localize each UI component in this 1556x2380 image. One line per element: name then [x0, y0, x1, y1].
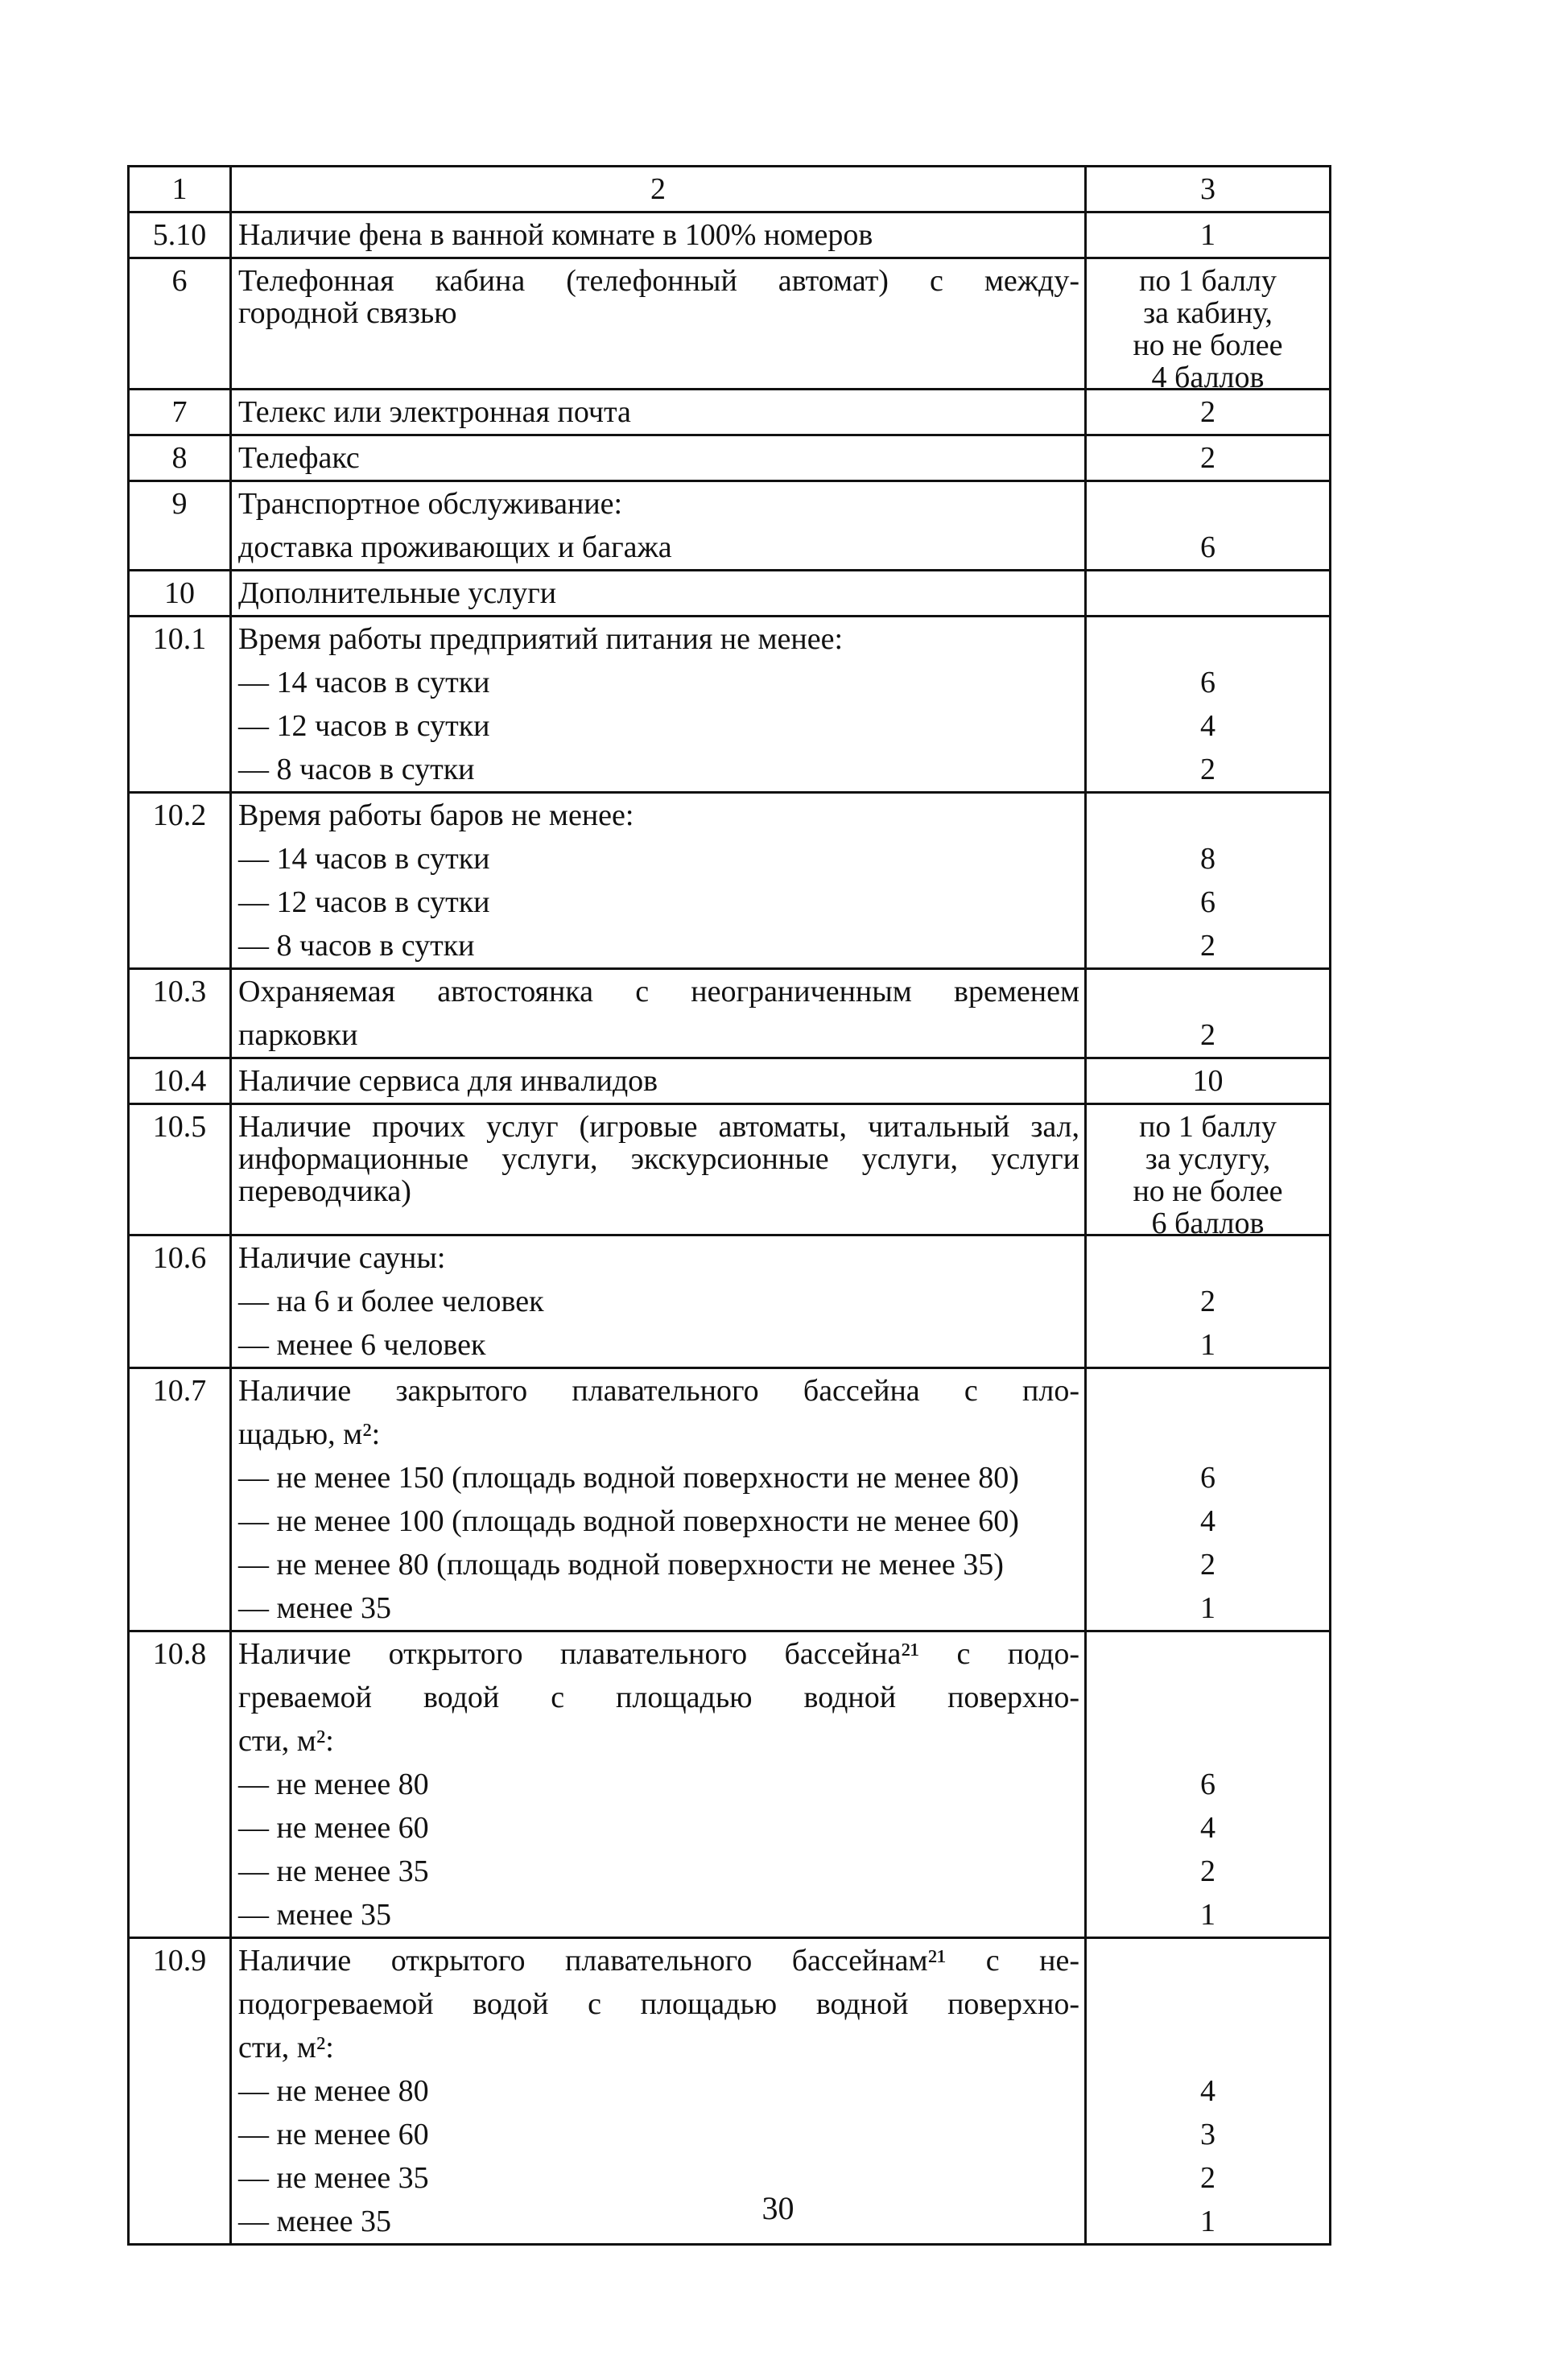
row-number: 7 [129, 390, 231, 435]
table-row [129, 481, 1331, 571]
row-description [231, 1058, 1086, 1104]
table-row [129, 571, 1331, 617]
points-line: 2 [1200, 1285, 1215, 1318]
points-line: 2 [1200, 1548, 1215, 1582]
row-points [1086, 258, 1331, 394]
description-line: — 14 часов в сутки [238, 666, 490, 699]
row-number: 10.8 [129, 1631, 231, 1938]
points-line [1087, 482, 1329, 526]
row-description [231, 617, 1086, 793]
points-line [1087, 794, 1329, 837]
points-line: 2 [1200, 1018, 1215, 1052]
points-line [1087, 1676, 1329, 1719]
points-line: 2 [1200, 395, 1215, 429]
description-line: сти, м²: [238, 2031, 334, 2064]
points-line [1087, 1369, 1329, 1413]
row-number: 10.5 [129, 1104, 231, 1235]
description-line: — не менее 150 (площадь водной поверхности не менее 80) [238, 1461, 1019, 1495]
points-line: 4 [1200, 1811, 1215, 1845]
points-line: 1 [1200, 1898, 1215, 1932]
points-line: 4 [1200, 1504, 1215, 1538]
row-description [231, 258, 1086, 390]
table-row [129, 435, 1331, 481]
points-line [1087, 1982, 1329, 2026]
table-row [129, 617, 1331, 793]
description-line: Дополнительные услуги [238, 576, 557, 610]
points-line: 6 [1200, 666, 1215, 699]
description-line: Наличие закрытого плавательного бассейна с пло- [238, 1374, 1079, 1408]
points-line: 4 [1200, 709, 1215, 743]
description-line: — 12 часов в сутки [238, 709, 490, 743]
points-line [1087, 571, 1329, 615]
description-line: — менее 35 [238, 2205, 391, 2238]
description-line: — не менее 80 (площадь водной поверхности не менее 35) [238, 1548, 1004, 1582]
description-line: греваемой водой с площадью водной поверхно- [238, 1681, 1079, 1714]
row-number: 10.2 [129, 793, 231, 969]
row-description [231, 212, 1086, 258]
row-number: 6 [129, 258, 231, 390]
points-line: 6 [1200, 885, 1215, 919]
description-line: Наличие открытого плавательного бассейна²¹ с подо- [238, 1637, 1079, 1671]
points-line: 10 [1192, 1064, 1224, 1098]
points-line: за услугу, [1145, 1142, 1271, 1176]
description-line: — 14 часов в сутки [238, 842, 490, 876]
description-line: Телефакс [238, 441, 360, 475]
row-description [231, 1235, 1086, 1368]
row-number: 8 [129, 435, 231, 481]
points-line: 6 [1200, 1767, 1215, 1801]
description-line: Наличие прочих услуг (игровые автоматы, читальный зал, [238, 1110, 1079, 1144]
row-number: 10.6 [129, 1235, 231, 1368]
row-number: 10 [129, 571, 231, 617]
description-line: — менее 35 [238, 1898, 391, 1932]
table-row [129, 1104, 1331, 1235]
points-line: 6 [1200, 530, 1215, 564]
points-line: 2 [1200, 441, 1215, 475]
table-row [129, 793, 1331, 969]
description-line: — не менее 60 [238, 2118, 429, 2151]
description-line: — не менее 80 [238, 2074, 429, 2108]
points-line: 1 [1200, 218, 1215, 252]
description-line: Наличие сервиса для инвалидов [238, 1064, 658, 1098]
row-description [231, 1368, 1086, 1631]
rating-table [127, 165, 1331, 2246]
points-line: 2 [1200, 1854, 1215, 1888]
description-line: Наличие открытого плавательного бассейнам²¹ с не- [238, 1944, 1079, 1978]
description-line: Время работы предприятий питания не менее: [238, 622, 844, 656]
description-line: Транспортное обслуживание: [238, 487, 623, 521]
description-line: — не менее 35 [238, 1854, 429, 1888]
row-number: 10.1 [129, 617, 231, 793]
row-points [1086, 571, 1331, 617]
description-line: Время работы баров не менее: [238, 798, 634, 832]
points-line: но не более [1133, 1174, 1283, 1208]
description-line: — не менее 60 [238, 1811, 429, 1845]
table-row [129, 1631, 1331, 1938]
row-number: 10.7 [129, 1368, 231, 1631]
row-points [1086, 793, 1331, 969]
description-line: — менее 6 человек [238, 1328, 486, 1362]
points-line: 6 баллов [1151, 1206, 1265, 1240]
row-points [1086, 969, 1331, 1058]
description-line: Телекс или электронная почта [238, 395, 631, 429]
description-line: Наличие сауны: [238, 1241, 446, 1275]
description-line: — 12 часов в сутки [238, 885, 490, 919]
description-line: Телефонная кабина (телефонный автомат) с между- [238, 264, 1079, 298]
points-line [1087, 1413, 1329, 1456]
table-row [129, 1235, 1331, 1368]
description-line: — не менее 100 (площадь водной поверхности не менее 60) [238, 1504, 1019, 1538]
row-points [1086, 1631, 1331, 1938]
points-line [1087, 1719, 1329, 1763]
description-line: городной связью [238, 296, 457, 330]
description-line: — 8 часов в сутки [238, 929, 475, 963]
row-number: 10.4 [129, 1058, 231, 1104]
points-line [1087, 2026, 1329, 2069]
header-row [129, 167, 1331, 212]
description-line: переводчика) [238, 1174, 411, 1208]
points-line: 2 [1200, 753, 1215, 786]
description-line: — не менее 80 [238, 1767, 429, 1801]
row-points [1086, 1058, 1331, 1104]
row-number: 9 [129, 481, 231, 571]
points-line: 1 [1200, 1328, 1215, 1362]
table-row [129, 212, 1331, 258]
points-line: за кабину, [1143, 296, 1273, 330]
row-description [231, 793, 1086, 969]
points-line: по 1 баллу [1139, 1110, 1277, 1144]
points-line: 6 [1200, 1461, 1215, 1495]
points-line [1087, 1632, 1329, 1676]
row-points [1086, 390, 1331, 435]
row-number: 5.10 [129, 212, 231, 258]
points-line: 2 [1200, 2161, 1215, 2195]
description-line: — менее 35 [238, 1591, 391, 1625]
points-line: 8 [1200, 842, 1215, 876]
description-line: парковки [238, 1018, 358, 1052]
description-line: — не менее 35 [238, 2161, 429, 2195]
description-line: информационные услуги, экскурсионные услуги, услуги [238, 1142, 1079, 1176]
description-line: подогреваемой водой с площадью водной поверхно- [238, 1987, 1079, 2021]
points-line: по 1 баллу [1139, 264, 1277, 298]
row-description [231, 435, 1086, 481]
points-line: 3 [1200, 2118, 1215, 2151]
table-row [129, 969, 1331, 1058]
description-line: доставка проживающих и багажа [238, 530, 672, 564]
description-line: Охраняемая автостоянка с неограниченным временем [238, 975, 1079, 1009]
row-points [1086, 617, 1331, 793]
description-line: сти, м²: [238, 1724, 334, 1758]
points-line [1087, 1939, 1329, 1982]
row-description [231, 1631, 1086, 1938]
description-line: щадью, м²: [238, 1417, 381, 1451]
row-points [1086, 1368, 1331, 1631]
table-row [129, 258, 1331, 390]
row-points [1086, 1235, 1331, 1368]
header-col-1: 1 [129, 167, 231, 212]
row-description [231, 571, 1086, 617]
row-number: 10.3 [129, 969, 231, 1058]
description-line: Наличие фена в ванной комнате в 100% номеров [238, 218, 873, 252]
description-line: — 8 часов в сутки [238, 753, 475, 786]
row-points [1086, 1104, 1331, 1240]
points-line [1087, 1236, 1329, 1280]
row-description [231, 969, 1086, 1058]
points-line: 1 [1200, 1591, 1215, 1625]
table-row [129, 1058, 1331, 1104]
row-description [231, 481, 1086, 571]
points-line: 1 [1200, 2205, 1215, 2238]
page-number: 30 [761, 2190, 795, 2226]
description-line: — на 6 и более человек [238, 1285, 544, 1318]
row-points [1086, 212, 1331, 258]
row-number: 10.9 [129, 1938, 231, 2245]
header-col-2: 2 [231, 167, 1086, 212]
row-description [231, 390, 1086, 435]
row-points [1086, 435, 1331, 481]
points-line: 4 баллов [1151, 361, 1265, 394]
points-line: но не более [1133, 328, 1283, 362]
row-points [1086, 481, 1331, 571]
row-description [231, 1104, 1086, 1235]
points-line [1087, 970, 1329, 1013]
points-line [1087, 617, 1329, 661]
header-col-3: 3 [1086, 167, 1331, 212]
table-row [129, 1368, 1331, 1631]
table-row [129, 390, 1331, 435]
points-line: 4 [1200, 2074, 1215, 2108]
points-line: 2 [1200, 929, 1215, 963]
